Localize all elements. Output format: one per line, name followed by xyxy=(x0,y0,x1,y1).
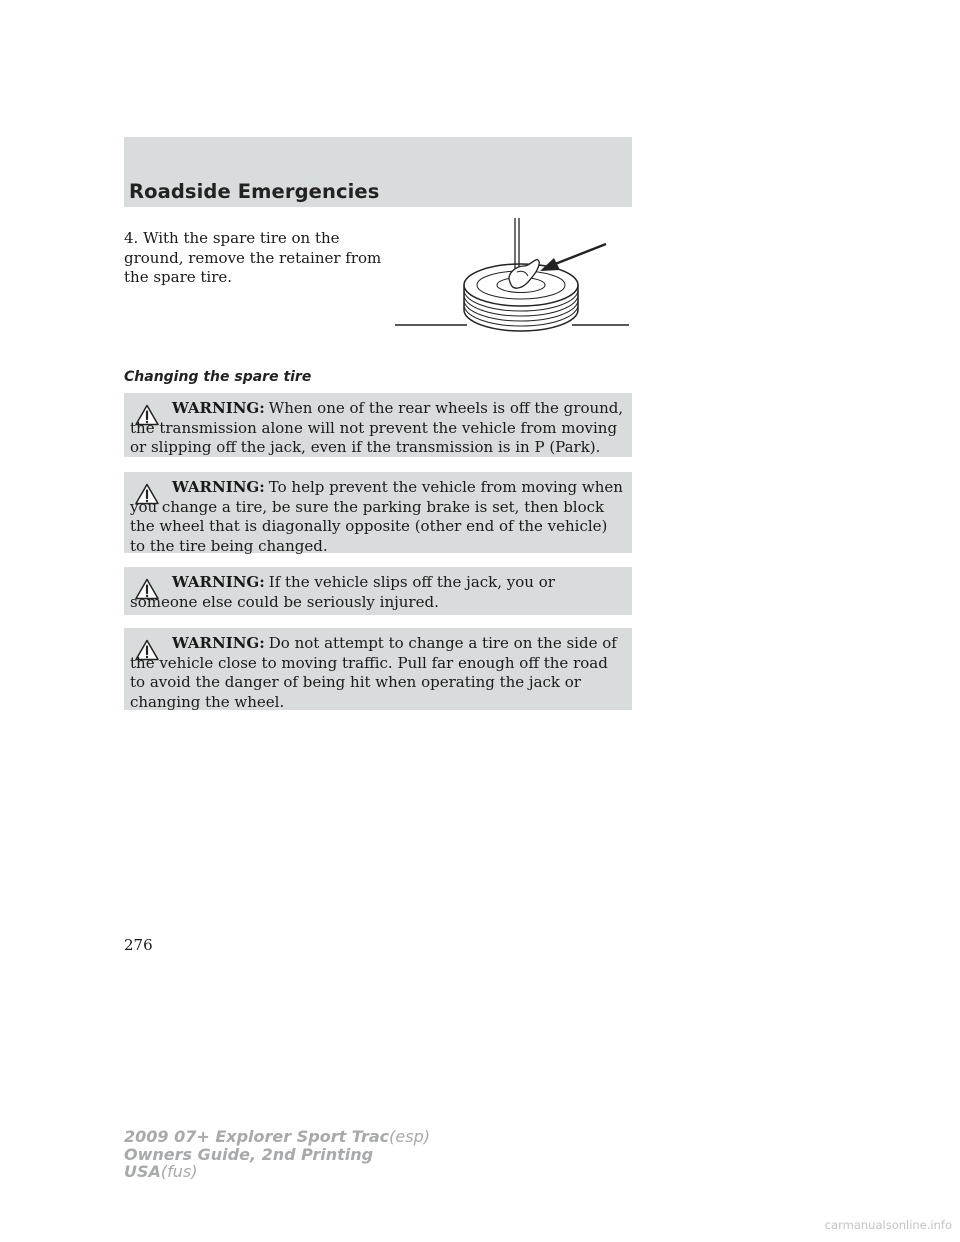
warning-label: WARNING: xyxy=(172,478,265,496)
footer-model-code: (esp) xyxy=(389,1127,430,1146)
warning-text xyxy=(130,478,624,556)
step-4-instruction: 4. With the spare tire on the ground, remove the retainer from the spare tire. xyxy=(124,229,382,286)
subsection-heading: Changing the spare tire xyxy=(124,369,312,385)
warning-box xyxy=(124,472,632,553)
footer-market: USA xyxy=(124,1162,161,1181)
site-watermark[interactable]: carmanualsonline.info xyxy=(824,1218,952,1232)
document-footer xyxy=(124,1128,430,1181)
footer-line-3 xyxy=(124,1163,430,1181)
warning-body: Do not attempt to change a tire on the side of the vehicle close to moving traffic. Pull far enough off the road to avoid the danger of being hit when operating the jack or changing the wheel. xyxy=(130,634,617,711)
warning-label: WARNING: xyxy=(172,399,265,417)
spare-tire-illustration xyxy=(392,214,632,338)
warning-box xyxy=(124,628,632,710)
warning-body: When one of the rear wheels is off the ground, the transmission alone will not prevent the vehicle from moving or slipping off the jack, even if the transmission is in P (Park). xyxy=(130,399,624,456)
warning-body: To help prevent the vehicle from moving when you change a tire, be sure the parking brake is set, then block the wheel that is diagonally opposite (other end of the vehicle) to the tire being changed. xyxy=(130,478,623,555)
section-title: Roadside Emergencies xyxy=(129,180,380,203)
footer-guide-edition: Owners Guide, 2nd Printing xyxy=(124,1144,374,1164)
warning-body: If the vehicle slips off the jack, you or someone else could be seriously injured. xyxy=(130,573,555,611)
warning-box xyxy=(124,393,632,457)
warning-text xyxy=(130,573,624,612)
footer-model: 2009 07+ Explorer Sport Trac xyxy=(124,1127,390,1146)
warning-box xyxy=(124,567,632,615)
warning-text xyxy=(130,634,624,712)
footer-line-1 xyxy=(124,1128,430,1146)
warning-text xyxy=(130,399,624,458)
warning-label: WARNING: xyxy=(172,634,265,652)
page-number: 276 xyxy=(124,936,153,954)
footer-market-code: (fus) xyxy=(160,1162,198,1181)
footer-line-2 xyxy=(124,1146,430,1164)
warning-label: WARNING: xyxy=(172,573,265,591)
section-header-band xyxy=(124,137,632,207)
